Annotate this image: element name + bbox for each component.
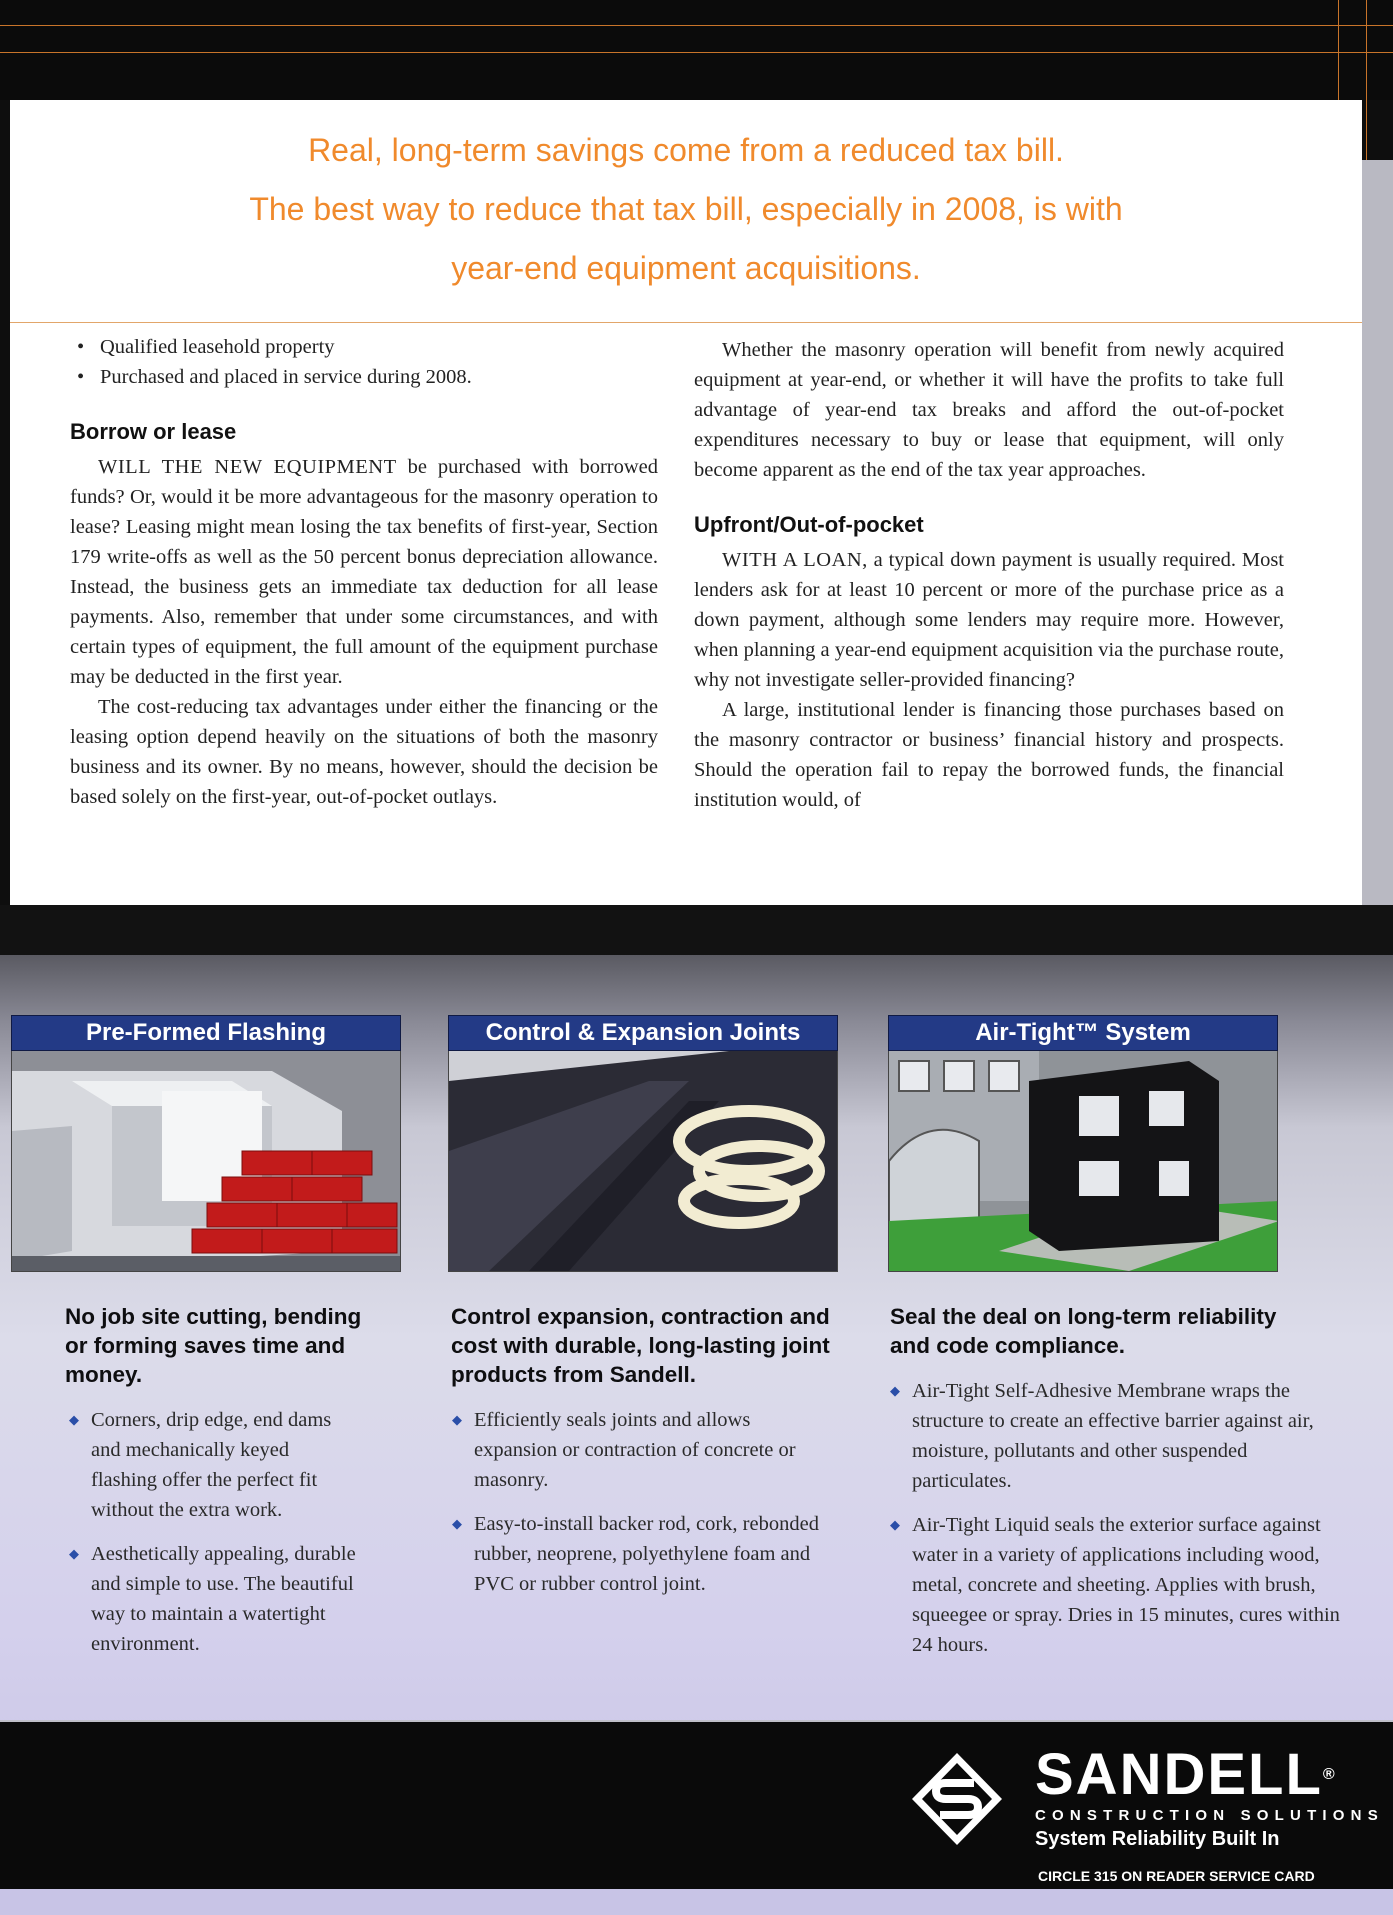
panel-headline: Seal the deal on long-term reliability and code compliance. — [890, 1304, 1277, 1358]
section-heading: Upfront/Out-of-pocket — [694, 512, 924, 537]
pull-quote-line: Real, long-term savings come from a reduced tax bill. — [308, 132, 1064, 168]
flashing-illustration-svg — [12, 1051, 401, 1271]
paragraph — [70, 452, 658, 692]
ad-panel-flashing — [11, 1015, 401, 1673]
panel-headline: No job site cutting, bending or forming saves time and money. — [65, 1304, 362, 1387]
sandell-brand — [1035, 1742, 1384, 1851]
paragraph-text: a typical down payment is usually required. Most lenders ask for at least 10 percent or more of the purchase price as a down payment, although some lenders may require more. However, when planning a year-end equipment acquisition via the purchase route, why not investigate seller-provided financing? — [694, 549, 1284, 691]
panel-title: Pre-Formed Flashing — [11, 1015, 401, 1051]
lead-in: WITH A LOAN, — [722, 549, 868, 571]
pull-quote-line: year-end equipment acquisitions. — [451, 250, 921, 286]
airtight-illustration-svg — [889, 1051, 1278, 1271]
reader-service-note: CIRCLE 315 ON READER SERVICE CARD — [1038, 1868, 1315, 1884]
section-heading: Borrow or lease — [70, 419, 237, 444]
brand-name — [1035, 1742, 1384, 1807]
pull-quote — [10, 100, 1362, 322]
sandell-advertisement — [0, 905, 1393, 1887]
list-item: ◆ Easy-to-install backer rod, cork, rebonded rubber, neoprene, polyethylene foam and PVC or rubber control joint. — [452, 1509, 822, 1599]
panel-title: Air-Tight™ System — [888, 1015, 1278, 1051]
ad-panel-joints — [448, 1015, 838, 1613]
left-column — [70, 332, 658, 812]
joints-illustration-svg — [449, 1051, 838, 1271]
panel-bullets — [11, 1405, 359, 1659]
crop-line — [0, 52, 1393, 53]
panel-title: Control & Expansion Joints — [448, 1015, 838, 1051]
panel-bullets — [448, 1405, 822, 1599]
paragraph: Whether the masonry operation will benefit from newly acquired equipment at year-end, or whether it will have the profits to take full advantage of year-end tax breaks and afford the out-of-pocket expenditures necessary to buy or lease that equipment, will only become apparent as the end of the tax year approaches. — [694, 339, 1284, 481]
ad-panel-airtight — [888, 1015, 1340, 1674]
right-column — [694, 335, 1284, 815]
panel-bullets — [888, 1376, 1340, 1660]
pull-quote-line: The best way to reduce that tax bill, especially in 2008, is with — [249, 191, 1123, 227]
brand-subtitle: CONSTRUCTION SOLUTIONS — [1035, 1807, 1384, 1824]
paragraph: The cost-reducing tax advantages under either the financing or the leasing option depend heavily on the situations of both the masonry business and its owner. By no means, however, should the decision be based solely on the first-year, out-of-pocket outlays. — [70, 696, 658, 808]
list-item: ◆ Air-Tight Self-Adhesive Membrane wraps the structure to create an effective barrier against air, moisture, pollutants and other suspended particulates. — [890, 1376, 1340, 1496]
lead-in: WILL THE NEW EQUIPMENT — [98, 456, 397, 478]
list-item: • Qualified leasehold property — [70, 332, 658, 362]
sandell-logo-icon — [912, 1753, 1002, 1845]
top-black-band — [0, 0, 1393, 100]
flashing-illustration — [11, 1051, 401, 1272]
airtight-illustration — [888, 1051, 1278, 1272]
crop-line — [0, 25, 1393, 26]
brand-tagline: System Reliability Built In — [1035, 1828, 1280, 1850]
right-gray-strip — [1362, 160, 1393, 905]
registered-mark: ® — [1322, 1766, 1337, 1783]
list-item: • Purchased and placed in service during 2008. — [70, 362, 658, 392]
panel-headline: Control expansion, contraction and cost with durable, long-lasting joint products from Sandell. — [451, 1304, 830, 1387]
list-item: ◆ Corners, drip edge, end dams and mechanically keyed flashing offer the perfect fit without the extra work. — [69, 1405, 359, 1525]
paragraph-text: be purchased with borrowed funds? Or, would it be more advantageous for the masonry operation to lease? Leasing might mean losing the tax benefits of first-year, Section 179 write-offs as well as the 50 percent bonus depreciation allowance. Instead, the business gets an immediate tax deduction for all lease payments. Also, remember that under some circumstances, and with certain types of equipment, the full amount of the equipment purchase may be deducted in the first year. — [70, 456, 658, 688]
paragraph — [694, 545, 1284, 695]
article-page — [10, 100, 1362, 905]
joints-illustration — [448, 1051, 838, 1272]
bullet-list — [70, 332, 658, 392]
list-item: ◆ Efficiently seals joints and allows expansion or contraction of concrete or masonry. — [452, 1405, 822, 1495]
brand-wordmark: SANDELL — [1035, 1742, 1323, 1807]
list-item: ◆ Aesthetically appealing, durable and simple to use. The beautiful way to maintain a watertight environment. — [69, 1539, 359, 1659]
list-item: ◆ Air-Tight Liquid seals the exterior surface against water in a variety of applications including wood, metal, concrete and sheeting. Applies with brush, squeegee or spray. Dries in 15 minutes, cures within 24 hours. — [890, 1510, 1340, 1660]
paragraph: A large, institutional lender is financing those purchases based on the masonry contractor or business’ financial history and prospects. Should the operation fail to repay the borrowed funds, the financial institution would, of — [694, 699, 1284, 811]
divider — [10, 322, 1362, 323]
